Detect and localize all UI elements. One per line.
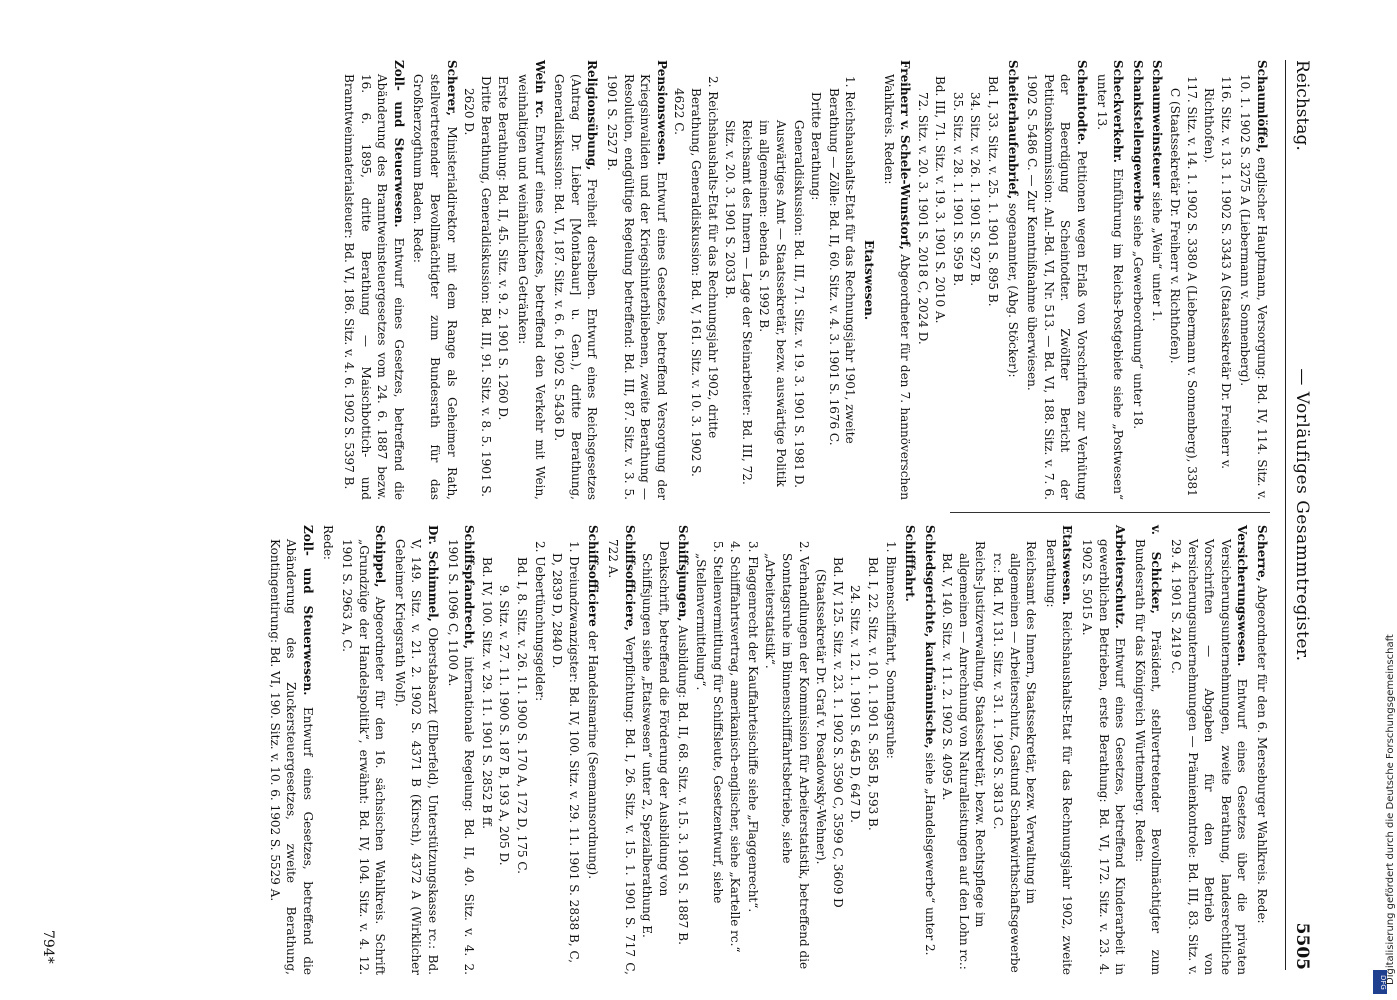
entry-headword: Schiffsofficiere [586,525,601,627]
digitization-sidebar [1335,0,1397,1000]
index-entry [1149,60,1166,500]
sub-entry: 5. Stellenvermittlung für Schiffsleute, Gesetzentwurf, siehe „Stellenvermittelung“. [694,541,725,904]
entry-headword: Schaumlöffel, [1255,60,1269,153]
entry-headword: Scheiterhaufenbrief, [1005,60,1020,200]
sub-entry: Denkschrift, betreffend die Förderung der Ausbildung von Schiffsjungen siehe „Etatswesen“ unter 2, Spezialberathung E. [640,541,671,938]
entry-headword: Schifffahrt. [903,525,918,602]
dfg-logo: DFG [1373,970,1387,994]
sub-entry: 34. Sitz. v. 26. 1. 1901 S. 927 B. [968,92,983,287]
entry-text: Oberstabsarzt (Elberfeld), Unterstützungskasse rc.: Bd. V, 149. Sitz. v. 21. 2. 1902 S. 4371 B (Kirsch), 4372 A (Wirklicher Geheimer Kriegsrath Wolf). [392,539,441,975]
entry-text: englischer Hauptmann, Versorgung: Bd. IV, 114. Sitz. v. 10. 1. 1902 S. 3275 A (Liebermann v. Sonnenberg). [1238,74,1269,500]
entry-text: Entwurf eines Gesetzes, betreffend Versorgung der Kriegsinvaliden und der Kriegshinterbliebenen, zweite Berathung — Resolution, endgültige Regelung betreffend: Bd. III, 87. Sitz. v. 3. 5. 1901 S. 2527 B. [605,74,669,500]
entry-text: Entwurf eines Gesetzes, betreffend Kinderarbeit in gewerblichen Betrieben, erste Berathung: Bd. VI, 172. Sitz. v. 23. 4. 1902 S. 5015 A. [1080,539,1128,975]
sub-entry: Bd. I, 33. Sitz. v. 25. 1. 1901 S. 895 B. [986,76,1001,307]
entry-headword: v. Schicker, [1149,525,1164,614]
index-entry [410,60,460,500]
entry-headword: Schankstellengewerbe [1130,60,1145,212]
index-entry [1131,525,1164,975]
sub-entry: 9. Sitz. v. 27. 11. 1900 S. 187 B, 193 A, 205 D. [497,585,512,866]
index-entry [1042,525,1075,975]
sub-entry: 35. Sitz. v. 28. 1. 1901 S. 959 B. [950,92,965,287]
sub-entry: Dritte Berathung, Generaldiskussion: Bd. III, 91. Sitz. v. 8. 5. 1901 S. 2620 D. [462,76,493,497]
sub-entry: 1. Dreiundzwanzigster: Bd. IV, 100. Sitz. v. 29. 11. 1901 S. 2838 B, C, D, 2839 D, 2840 D. [550,541,581,964]
sub-entry: Bd. I, 22. Sitz. v. 10. 1. 1901 S. 585 B, 593 B. [865,557,880,831]
sub-entry: 1. Binnenschifffahrt, Sonntagsruhe: [883,541,898,759]
entry-text: Abgeordneter für den 7. hannöverschen Wahlkreis. Reden: [881,74,913,500]
entry-headword: Schiedsgerichte, kaufmännische, [922,525,937,749]
entry-text: Abgeordneter für den 16. sächsischen Wahlkreis. Schrift „Grundzüge der Handelspolitik“, erwähnt: Bd. IV, 104. Sitz. v. 4. 12. 1901 S. 2963 A, C. [340,539,388,975]
entry-text: der Handelsmarine (Seemannsordnung). [586,630,601,880]
sub-entry: Reichs-Justizverwaltung, Staatssekretär, bezw. Rechtspflege im allgemeinen — Anrechnung von Naturalleistungen auf den Lohn rc.: Bd. V, 140. Sitz. v. 11. 2. 1902 S. 4095 A. [940,541,988,970]
entry-text: Ausbildung: Bd. II, 68. Sitz. v. 15. 3. 1901 S. 1887 B. [676,625,691,945]
entry-headword: Schaumweinsteuer [1150,60,1165,188]
sub-entry: Bd. I, 8. Sitz. v. 26. 11. 1900 S. 170 A, 172 D, 175 C. [515,557,530,874]
header-left: Reichstag. [1292,60,1312,151]
index-entry [341,60,407,500]
entry-text: Entwurf eines Gesetzes, betreffend den Verkehr mit Wein, weinhaltigen und weinähnlichen Getränken: [516,74,547,500]
index-entry [266,525,316,975]
sub-entry: Bd. III, 71. Sitz. v. 19. 3. 1901 S. 2010 A. [933,76,948,324]
entry-headword: Pensionswesen. [654,60,669,166]
sub-entry: 2. Verhandlungen der Kommission für Arbeiterstatistik, betreffend die Sonntagsruhe im Binnenschifffahrtsbetriebe, siehe „Arbeiterstatistik“. [763,541,811,970]
sub-entry: Bd. IV, 125. Sitz. v. 23. 1. 1902 S. 3590 C, 3599 C, 3609 D (Staatssekretär Dr. Graf v. Posadowsky-Wehner). [814,557,845,908]
entry-text: Präsident, stellvertretender Bevollmächtigter zum Bundesrath für das Königreich Württemberg. Reden: [1132,539,1164,975]
header-center: — Vorläufiges Gesammtregister. [1292,368,1312,662]
sub-entry: 3. Flaggenrecht der Kauffahrteischiffe siehe „Flaggenrecht“. [745,541,760,913]
entry-headword: Dr. Schimmel, [426,525,441,622]
entry-text: Entwurf eines Gesetzes, betreffend die Abänderung des Zuckersteuergesetzes, zweite Berathung, Kontingentirung: Bd. VI, 190. Sitz. v. 10. 6. 1902 S. 5529 A. [267,539,315,975]
index-entry [675,525,692,975]
sub-entry: Reichsamt des Innern, Staatssekretär, bezw. Verwaltung im allgemeinen — Arbeiterschutz, Gastund Schankwirthschaftsgewerbe rc.: Bd. IV, 131. Sitz. v. 31. 1. 1902 S. 3813 C. [991,541,1039,973]
index-entry [902,525,919,975]
entry-headword: Schippel, [373,525,388,588]
index-entry [1004,60,1021,500]
index-entry [391,525,441,975]
entry-text: Rede: [320,525,335,560]
entry-headword: Religionsübung, [585,60,600,171]
entry-headword: Scherer, [444,60,459,116]
entry-headword: Zoll- und Steuerwesen. [391,60,406,228]
index-entry [514,60,547,500]
entry-text: Freiheit derselben. Entwurf eines Reichsgesetzes (Antrag Dr. Lieber [Montabaur] u. Gen.), dritte Berathung, Generaldiskussion: Bd. VI, 187. Sitz. v. 6. 6. 1902 S. 5436 D. [552,74,600,500]
entry-headword: Freiherr v. Schele-Wunstorf, [898,60,913,250]
entry-headword: Arbeiterschutz. [1113,525,1128,629]
entry-headword: Schiffspfandrecht, [462,525,477,650]
index-entry [444,525,477,975]
sub-entry: 117. Sitz. v. 14. 1. 1902 S. 3380 A (Liebermann v. Sonnenberg), 3381 C (Staatssekretär Dr. Freiherr v. Richthofen). [1168,76,1199,497]
entry-headword: Schiffsofficiere, [622,525,637,631]
index-entry [603,60,669,500]
sub-entry: Generaldiskussion: Bd. III, 71. Sitz. v. 19. 3. 1901 S. 1981 D. [791,120,806,488]
sub-entry: Auswärtiges Amt — Staatssekretär, bezw. auswärtige Politik im allgemeinen: ebenda S. 1992 B. [757,120,788,487]
signature-mark: 794* [40,930,56,964]
entry-headword: Etatswesen. [1060,525,1075,606]
entry-text: siehe „Wein“ unter 1. [1150,191,1165,322]
entry-text: Einführung im Reichs-Postgebiete siehe „Postwesen“ unter 13. [1094,74,1126,500]
index-entry [880,60,913,500]
left-column [20,60,1270,500]
index-entry [1129,60,1146,500]
entry-text: Entwurf eines Gesetzes über die privaten Versicherungsunternehmungen, zweite Berathung, landesrechtliche Vorschriften — Abgaben für den Betrieb von Versicherungsunternehmungen — Prämienkontrole: Bd. III, 83. Sitz. v. 29. 4. 1901 S. 2419 C. [1169,539,1250,975]
entry-text: internationale Regelung: Bd. II, 40. Sitz. v. 4. 2. 1901 S. 1096 C, 1100 A. [445,539,477,975]
entry-text: Verpflichtung: Bd. I, 26. Sitz. v. 15. 1. 1901 S. 717 C, 722 A. [606,539,637,975]
entry-headword: Scheckverkehr. [1111,60,1126,163]
entry-text: Entwurf eines Gesetzes, betreffend die Abänderung des Branntweinsteuergesetzes vom 24. 6. 1887 bezw. 16. 6. 1895, dritte Berathung — Maischbottich- und Branntweinmaterialsteuer: Bd. VI, 186. Sitz. v. 4. 6. 1902 S. 5397 B. [342,74,406,500]
index-entry [1237,60,1270,500]
entry-text: Ministerialdirektor mit dem Range als Geheimer Rath, stellvertretender Bevollmächtigter zum Bundesrath für das Großherzogthum Baden. Rede: [411,74,459,500]
entry-headword: Scheintodte. [1075,60,1090,145]
entry-headword: Schiffsjungen, [676,525,691,622]
index-entry [551,60,601,500]
right-column [20,525,1270,975]
entry-headword: Zoll- und Steuerwesen. [300,525,315,696]
digitization-credit: Digitalisierung gefördert durch die Deutsche Forschungsgemeinschaft [1385,634,1396,985]
index-entry [585,525,602,975]
sub-entry: Bd. IV, 100. Sitz. v. 29. 11. 1901 S. 2852 B ff. [479,557,494,829]
entry-text: Reichshaushalts-Etat für das Rechnungsjahr 1902, zweite Berathung: [1043,539,1075,975]
entry-text: siehe „Handelsgewerbe“ unter 2. [922,752,937,956]
index-entry [1253,525,1270,975]
page-number: 5505 [1292,922,1312,970]
sub-entry: 4. Schifffahrtsvertrag, amerikanisch-englischer, siehe „Kartelle rc.“ [728,541,743,953]
index-entry [339,525,389,975]
entry-text: sogenannter, (Abg. Stöcker): [1005,202,1020,378]
index-entry [319,525,336,975]
index-entry [1167,525,1250,975]
index-entry [604,525,637,975]
sub-entry: Dritte Berathung: [809,92,824,201]
entry-headword: Wein rc. [532,60,547,119]
index-entry [921,525,938,975]
column-divider [950,512,1270,513]
section-heading: Etatswesen. [861,239,876,321]
index-entry [1024,60,1090,500]
sub-entry: 1. Reichshaushalts-Etat für das Rechnungsjahr 1901, zweite Berathung — Zölle: Bd. II, 60. Sitz. v. 4. 3. 1901 S. 1676 C. [826,76,858,446]
sub-entry: 24. Sitz. v. 12. 1. 1901 S. 645 D, 647 D. [848,585,863,823]
sub-entry: 72. Sitz. v. 20. 3. 1901 S. 2018 C, 2024 D. [915,92,930,345]
entry-text: Petitionen wegen Erlaß von Vorschriften zur Verhütung der Beerdigung Scheintodter. Zwölfter Bericht der Petitionskommission: Anl.-Bd. VI, Nr. 513. — Bd. VI, 188. Sitz. v. 7. 6. 1902 S. 5486 C. — Zur Kenntnißnahme überwiesen. [1025,74,1090,500]
sub-entry: Reichsamt des Innern — Lage der Steinarbeiter: Bd. III, 72. Sitz. v. 20. 3. 1901 S. 2033 B. [723,120,754,485]
entry-text: siehe „Gewerbeordnung“ unter 18. [1130,215,1145,430]
sub-entry: 2. Uebertünchungsgelder: [532,541,547,702]
page-header [1285,60,1312,970]
sub-entry: 116. Sitz. v. 13. 1. 1902 S. 3343 A (Staatssekretär Dr. Freiherr v. Richthofen). [1202,76,1233,469]
entry-text: Abgeordneter für den 6. Merseburger Wahlkreis. Rede: [1255,585,1269,924]
sub-entry: 2. Reichshaushalts-Etat für das Rechnungsjahr 1902, dritte Berathung, Generaldiskussion: Bd. V, 161. Sitz. v. 10. 3. 1902 S. 4622 C. [672,76,720,477]
entry-headword: Versicherungswesen. [1235,525,1250,667]
index-entry [1078,525,1128,975]
sub-entry: Erste Berathung: Bd. II, 45. Sitz. v. 9. 2. 1901 S. 1260 D. [496,76,511,421]
index-entry [1093,60,1126,500]
entry-headword: Scherre, [1255,525,1269,582]
